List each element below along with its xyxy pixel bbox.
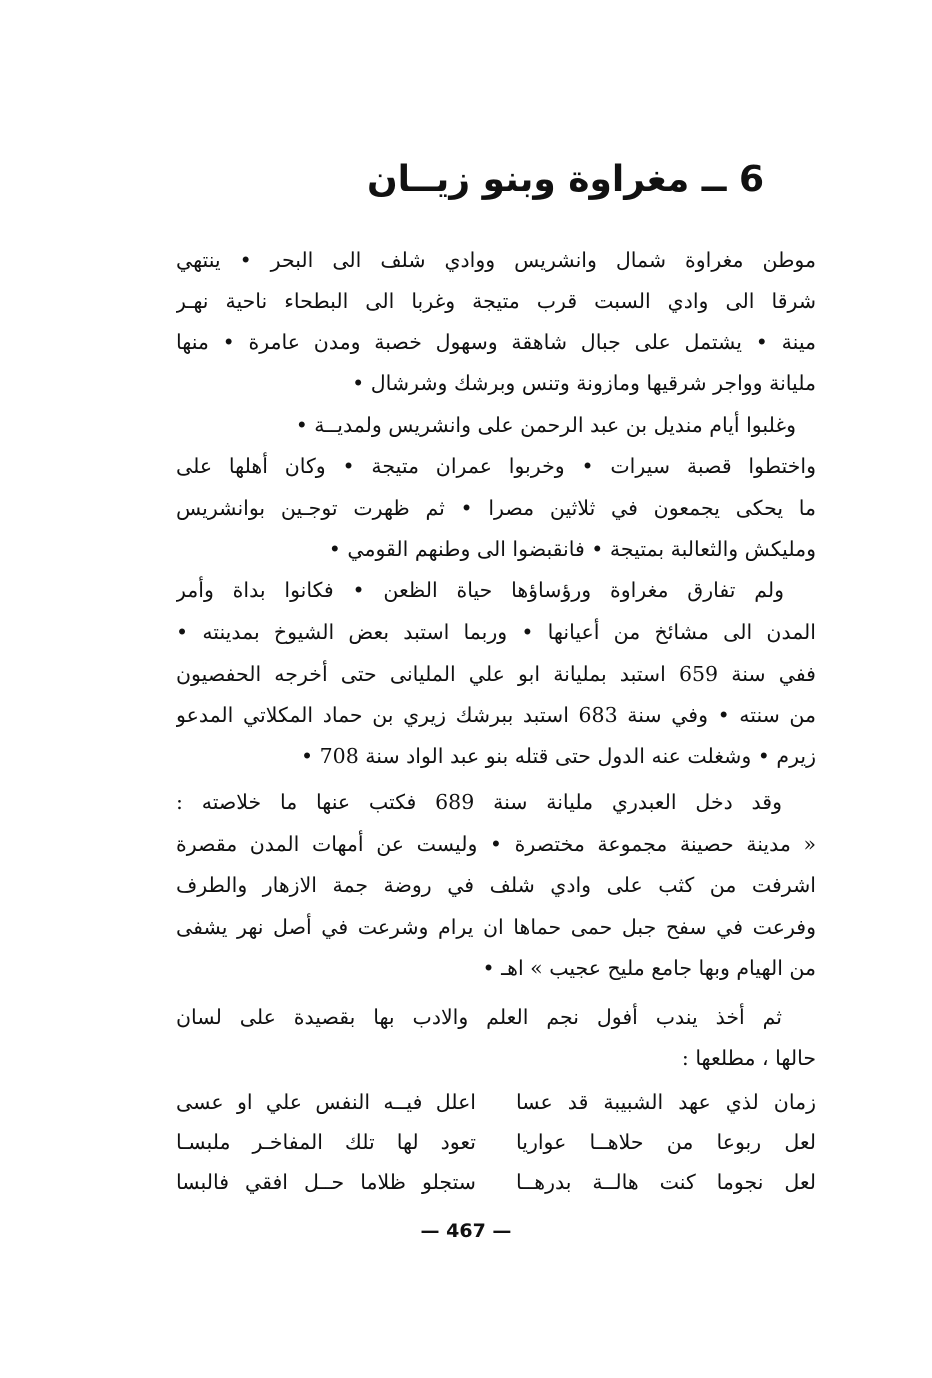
text-line: واختطوا قصبة سيرات • وخربوا عمران متيجة • وكان أهلها على xyxy=(176,454,816,478)
verse-first-hemistich: لعل ربوعا من حلاهــا عواريا xyxy=(516,1130,816,1154)
text-line: ثم أخذ يندب أفول نجم العلم والادب بها بقصيدة على لسان xyxy=(176,1005,782,1029)
poem-verse xyxy=(176,1120,816,1164)
text-line: « مدينة حصينة مجموعة مختصرة • وليست عن أمهات المدن مقصرة xyxy=(176,832,816,856)
text-line: اشرفت من كثب على وادي شلف في روضة جمة الازهار والطرف xyxy=(176,873,816,897)
text-line: ففي سنة 659 استبد بمليانة ابو علي المليانى حتى أخرجه الحفصيون xyxy=(176,662,816,686)
text-line: وقد دخل العبدري مليانة سنة 689 فكتب عنها ما خلاصته : xyxy=(176,790,782,814)
text-line: زيرم • وشغلت عنه الدول حتى قتله بنو عبد الواد سنة 708 • xyxy=(301,744,816,768)
text-line: شرقا الى وادي السبت قرب متيجة وغربا الى البطحاء ناحية نهـر xyxy=(176,289,816,313)
verse-first-hemistich: لعل نجوما كنت هالــة بدرهــا xyxy=(516,1170,816,1194)
text-line: موطن مغراوة شمال وانشريس ووادي شلف الى البحر • ينتهي xyxy=(176,248,816,272)
verse-second-hemistich: ستجلو ظلاما حــل افقي فالبسا xyxy=(176,1170,476,1194)
text-line: حالها ، مطلعها : xyxy=(681,1046,816,1070)
text-line: ولم تفارق مغراوة ورؤساؤها حياة الظعن • فكانوا بداة وأمر xyxy=(176,578,784,602)
poem-verse xyxy=(176,1160,816,1204)
text-line: من سنته • وفي سنة 683 استبد ببرشك زيري بن حماد المكلاتي المدعو xyxy=(176,703,816,727)
verse-first-hemistich: زمان لذي عهد الشبيبة قد عسا xyxy=(516,1090,816,1114)
verse-second-hemistich: تعود لها تلك المفاخـر ملبسـا xyxy=(176,1130,476,1154)
text-line: مليانة وواجر شرقيها ومازونة وتنس وبرشك وشرشال • xyxy=(352,371,816,395)
poem-verse xyxy=(176,1080,816,1124)
text-line: وفرعت في سفح جبل حمى حماها ان يرام وشرعت في أصل نهر يشفى xyxy=(176,915,816,939)
text-line: مينة • يشتمل على جبال شاهقة وسهول خصبة ومدن عامرة • منها xyxy=(176,330,816,354)
chapter-title: 6 ــ مغراوة وبنو زيــان xyxy=(366,159,764,200)
text-line: وغلبوا أيام منديل بن عبد الرحمن على وانشريس ولمديــة • xyxy=(295,413,796,437)
text-line: المدن الى مشائخ من أعيانها • وربما استبد بعض الشيوخ بمدينته • xyxy=(176,620,816,644)
text-line: من الهيام وبها جامع مليح عجيب » اهـ • xyxy=(482,956,816,980)
page-number: — 467 — xyxy=(420,1220,512,1242)
text-line: ما يحكى يجمعون في ثلاثين مصرا • ثم ظهرت توجـين بوانشريس xyxy=(176,496,816,520)
text-line: ومليكش والثعالبة بمتيجة • فانقبضوا الى وطنهم القومي • xyxy=(328,537,816,561)
verse-second-hemistich: اعلل فيــه النفس علي او عسى xyxy=(176,1090,476,1114)
